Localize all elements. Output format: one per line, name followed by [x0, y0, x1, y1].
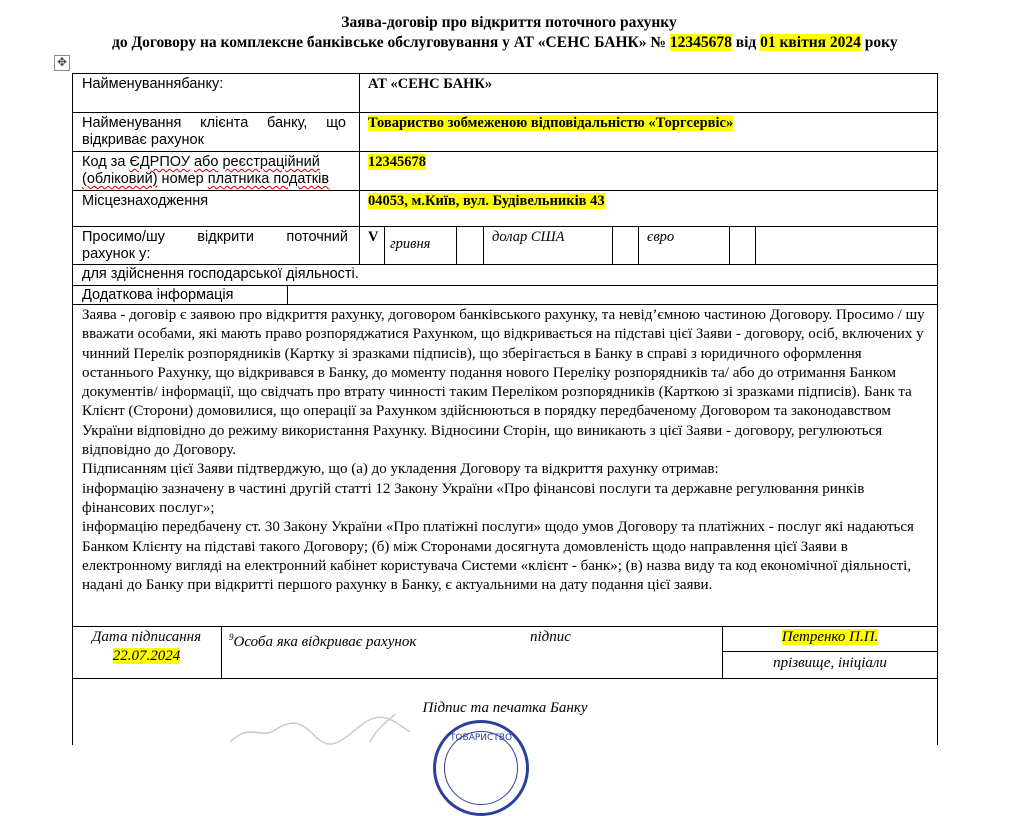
agreement-paragraph-2: Підписанням цієї Заяви підтверджую, що (а) до укладення Договору та відкриття рахунку отримав:	[82, 461, 719, 478]
title-mid: від	[731, 34, 761, 51]
currency-usd-checkbox[interactable]	[614, 229, 636, 263]
signature-caption: підпис	[530, 629, 571, 645]
signing-date-value: 22.07.2024	[112, 648, 181, 664]
bank-stamp	[433, 720, 529, 816]
title-suffix: року	[860, 34, 898, 51]
bank-signature-label: Підпис та печатка Банку	[422, 700, 588, 716]
currency-eur-checkbox[interactable]	[731, 229, 753, 263]
agreement-paragraph-4: інформацію передбачену ст. 30 Закону України «Про платіжні послуги» щодо умов Договору та платіжних - послуг які надаються Банком Клієнту на підставі такого Договору; (б) між Сторонами досягнута домовленість щодо направлення цієї Заяви в електронному вигляді на електронний кабінет користувача Системи «клієнт - банк»; (в) назва виду та код економічної діяльності, надані до Банку при відкритті першого рахунку в Банку, є актуальними на дату подання цієї заяви.	[82, 519, 914, 594]
document-title-line2	[112, 34, 898, 52]
signing-date-label: Дата підписання	[91, 629, 202, 645]
client-name-value: Товариство зобмеженою відповідальністю «Торгсервіс»	[368, 115, 734, 131]
signer-name-value: Петренко П.П.	[781, 629, 879, 645]
table-move-handle-icon[interactable]: ✥	[54, 55, 70, 71]
agreement-paragraph-1: Заява - договір є заявою про відкриття рахунку, договором банківського рахунку, та невід’ємною частиною Договору. Просимо / шу вважати особами, які мають право розпоряджатися Рахунком, що відкривається на підставі цієї Заяви - договору, осіб, включених у чинний Перелік розпорядників (Картку зі зразками підписів), що зберігається в Банку в справі з юридичного оформлення останнього Рахунку, що відкривався в Банку, до моменту подання нового Переліку розпорядників та/ або до отримання Банком документів/ інформації, що свідчать про втрату чинності таким Переліком розпорядників (Карткою зі зразками підписів). Банк та Клієнт (Сторони) домовилися, що операції за Рахунком здійснюються в порядку передбаченому Договором та законодавством України відповідно до режиму використання Рахунку. Відносини Сторін, що виникають з цієї Заяви - договору, регулюються відповідно до Договору.	[82, 307, 925, 459]
additional-info-field[interactable]	[290, 287, 935, 303]
handwritten-signature	[220, 712, 420, 745]
title-prefix: до Договору на комплексне банківське обслуговування у АТ «СЕНС БАНК» №	[112, 34, 670, 51]
contract-date: 01 квітня 2024	[760, 34, 861, 51]
bank-name-label: Найменуваннябанку:	[82, 76, 224, 92]
contract-number: 12345678	[669, 34, 732, 51]
additional-info-label: Додаткова інформація	[82, 287, 234, 303]
registration-code-value: 12345678	[368, 154, 426, 170]
open-account-label: Просимо/шу відкрити поточний рахунок у:	[82, 229, 348, 262]
signer-name-caption: прізвище, ініціали	[773, 655, 887, 671]
currency-eur-label: євро	[647, 229, 675, 245]
purpose-text: для здійснення господарської діяльності.	[82, 266, 359, 282]
currency-uah-label: гривня	[390, 236, 431, 252]
agreement-body	[82, 306, 932, 595]
bank-stamp-text: ТОВАРИСТВО	[449, 733, 513, 743]
currency-usd-label: долар США	[492, 229, 565, 245]
location-label: Місцезнаходження	[82, 193, 209, 209]
agreement-paragraph-3: інформацію зазначену в частині другій статті 12 Закону України «Про фінансові послуги та державне регулювання ринків фінансових послуг»;	[82, 480, 865, 516]
location-value: 04053, м.Київ, вул. Будівельників 43	[368, 193, 605, 209]
registration-code-label: Код за ЄДРПОУ або реєстраційний (обліковий) номер платника податків	[82, 154, 330, 187]
client-name-label: Найменування клієнта банку, що відкриває рахунок	[82, 115, 346, 148]
currency-uah-checkbox[interactable]: V	[368, 229, 379, 245]
person-label: $^9$Особа яка відкриває рахунок	[229, 632, 417, 650]
bank-name-value: АТ «СЕНС БАНК»	[368, 76, 493, 92]
document-title-line1: Заява-договір про відкриття поточного рахунку	[341, 14, 677, 31]
